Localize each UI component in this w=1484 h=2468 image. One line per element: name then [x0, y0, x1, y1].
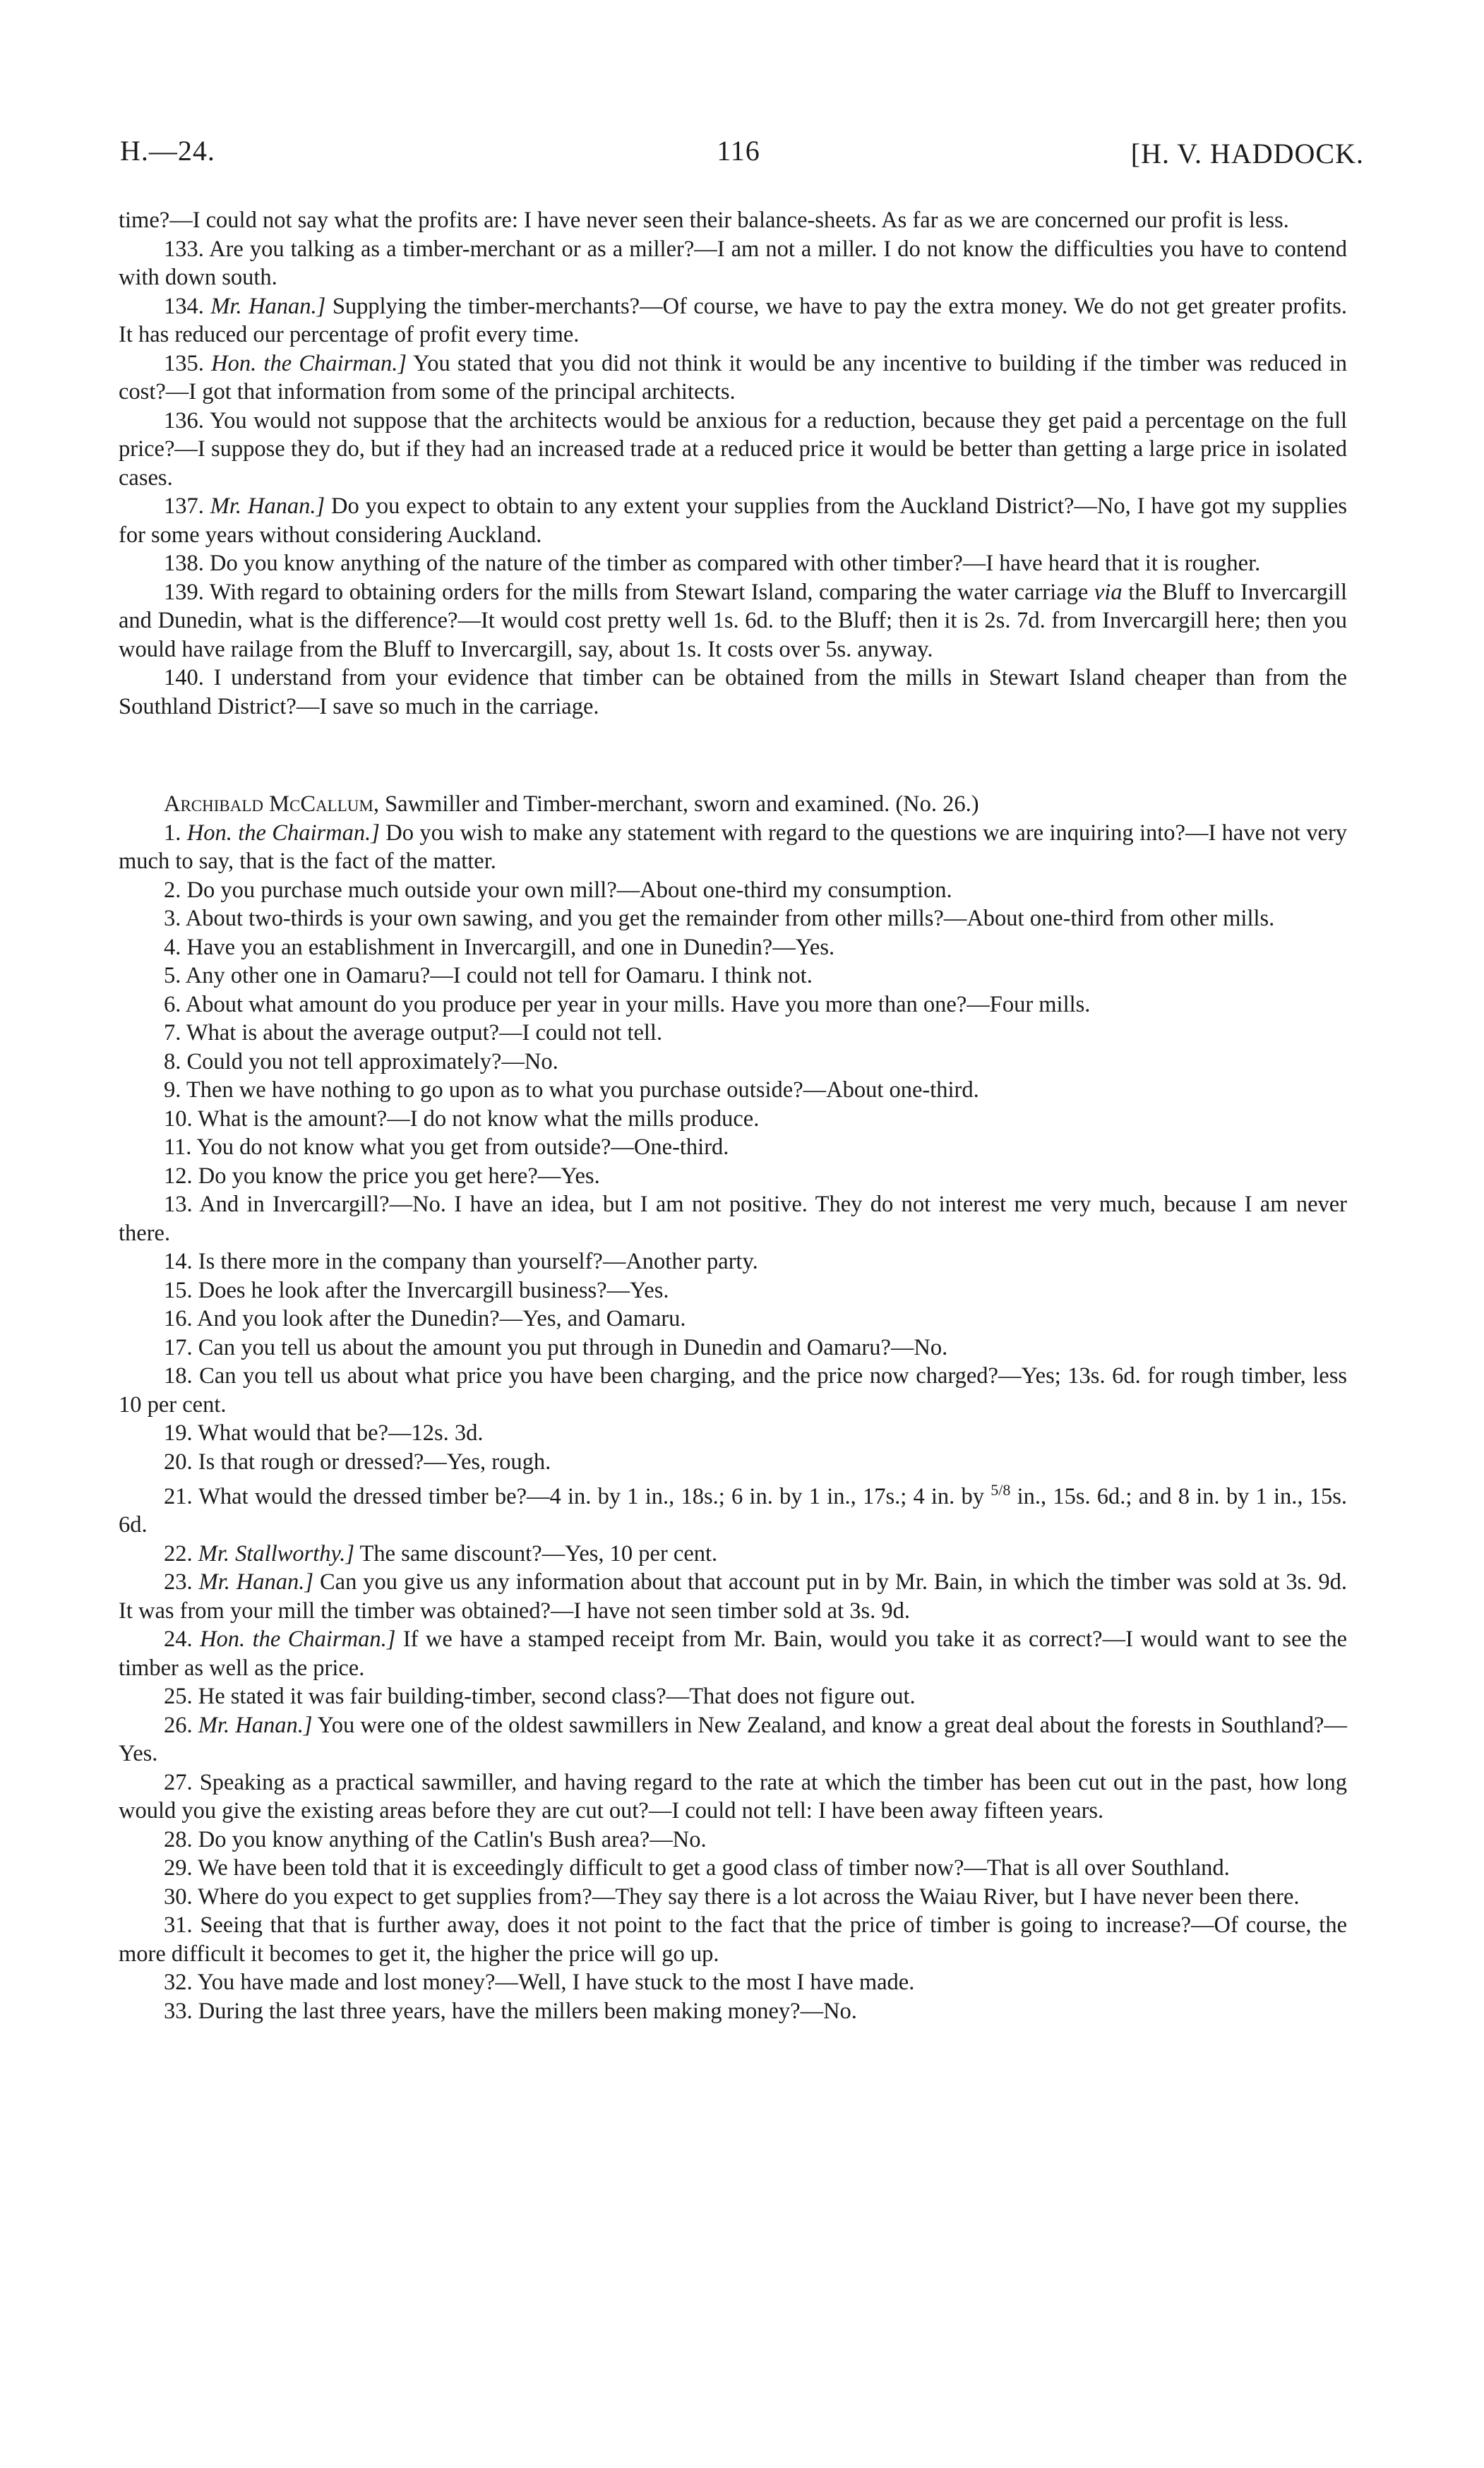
question-20: 20. Is that rough or dressed?—Yes, rough. [164, 1449, 551, 1475]
question-33: 33. During the last three years, have the millers been making money?—No. [164, 1998, 857, 2024]
question-133: 133. Are you talking as a timber-merchant or as a miller?—I am not a miller. I do not know the difficulties you have to contend with down south. [119, 236, 1347, 290]
speaker: Mr. Hanan.] [198, 1569, 314, 1595]
question-31: 31. Seeing that that is further away, does it not point to the fact that the price of timber is going to increase?—Of course, the more difficult it becomes to get it, the higher the price will go up. [119, 1912, 1348, 1967]
witness-evidence [119, 819, 1347, 2026]
speaker: Mr. Stallworthy.] [198, 1540, 354, 1567]
witness-heading [119, 790, 1347, 819]
question-21: 21. What would the dressed timber be?—4 in. by 1 in., 18s.; 6 in. by 1 in., 17s.; 4 in. by $^{5/8}$ in., 15s. 6d.; and 8 in. by 1 in., 15s. 6d. [119, 1481, 1348, 1538]
question-1: 1. Hon. the Chairman.] Do you wish to make any statement with regard to the questions we are inquiring into?—I have not very much to say, that is the fact of the matter. [119, 820, 1348, 874]
page-header [113, 134, 1364, 176]
paragraph: time?—I could not say what the profits are: I have never seen their balance-sheets. As far as we are concerned our profit is less. [119, 208, 1289, 233]
question-7: 7. What is about the average output?—I could not tell. [164, 1020, 663, 1046]
question-15: 15. Does he look after the Invercargill business?—Yes. [164, 1277, 669, 1303]
speaker: Mr. Hanan.] [210, 293, 326, 319]
question-16: 16. And you look after the Dunedin?—Yes, and Oamaru. [164, 1306, 686, 1331]
page-body [119, 206, 1347, 2025]
question-14: 14. Is there more in the company than yourself?—Another party. [164, 1249, 758, 1274]
witness-description: Sawmiller and Timber-merchant, sworn and examined. [385, 791, 890, 817]
question-17: 17. Can you tell us about the amount you put through in Dunedin and Oamaru?—No. [164, 1334, 948, 1360]
question-6: 6. About what amount do you produce per year in your mills. Have you more than one?—Four mills. [164, 991, 1091, 1017]
paper-reference: H.—24. [120, 135, 215, 167]
question-139: 139. With regard to obtaining orders for the mills from Stewart Island, comparing the water carriage via the Bluff to Invercargill and Dunedin, what is the difference?—It would cost pretty well 1s. 6d. to the Bluff; then it is 2s. 7d. from Invercargill here; then you would have railage from the Bluff to Invercargill, say, about 1s. It costs over 5s. anyway. [119, 579, 1348, 662]
question-11: 11. You do not know what you get from outside?—One-third. [164, 1134, 729, 1160]
question-2: 2. Do you purchase much outside your own mill?—About one-third my consumption. [164, 877, 952, 903]
question-134: 134. Mr. Hanan.] Supplying the timber-merchants?—Of course, we have to pay the extra money. We do not get greater profits. It has reduced our percentage of profit every time. [119, 293, 1347, 347]
question-18: 18. Can you tell us about what price you have been charging, and the price now charged?—Yes; 13s. 6d. for rough timber, less 10 per cent. [119, 1363, 1348, 1418]
section-gap [119, 721, 1347, 790]
question-12: 12. Do you know the price you get here?—Yes. [164, 1163, 600, 1189]
question-29: 29. We have been told that it is exceedingly difficult to get a good class of timber now?—That is all over Southland. [164, 1855, 1230, 1881]
question-24: 24. Hon. the Chairman.] If we have a stamped receipt from Mr. Bain, would you take it as correct?—I would want to see the timber as well as the price. [119, 1627, 1348, 1681]
question-138: 138. Do you know anything of the nature of the timber as compared with other timber?—I have heard that it is rougher. [164, 551, 1261, 576]
question-19: 19. What would that be?—12s. 3d. [164, 1420, 484, 1446]
question-135: 135. Hon. the Chairman.] You stated that you did not think it would be any incentive to building if the timber was reduced in cost?—I got that information from some of the principal architects. [119, 350, 1347, 405]
witness-name: Archibald McCallum, [164, 791, 379, 817]
question-26: 26. Mr. Hanan.] You were one of the oldest sawmillers in New Zealand, and know a great deal about the forests in Southland?—Yes. [119, 1712, 1347, 1767]
witness-number: (No. 26.) [895, 791, 979, 817]
question-28: 28. Do you know anything of the Catlin's Bush area?—No. [164, 1826, 707, 1852]
question-22: 22. Mr. Stallworthy.] The same discount?—Yes, 10 per cent. [164, 1540, 718, 1567]
question-3: 3. About two-thirds is your own sawing, and you get the remainder from other mills?—About one-third from other mills. [164, 906, 1275, 931]
speaker: Mr. Hanan.] [210, 493, 325, 519]
evidence-continued [119, 206, 1347, 721]
question-30: 30. Where do you expect to get supplies from?—They say there is a lot across the Waiau River, but I have never been there. [164, 1883, 1300, 1910]
question-23: 23. Mr. Hanan.] Can you give us any information about that account put in by Mr. Bain, in which the timber was sold at 3s. 9d. It was from your mill the timber was obtained?—I have not seen timber sold at 3s. 9d. [119, 1569, 1348, 1624]
speaker: Hon. the Chairman.] [200, 1627, 396, 1653]
question-5: 5. Any other one in Oamaru?—I could not tell for Oamaru. I think not. [164, 963, 813, 988]
question-4: 4. Have you an establishment in Invercargill, and one in Dunedin?—Yes. [164, 934, 835, 960]
question-25: 25. He stated it was fair building-timber, second class?—That does not figure out. [164, 1684, 916, 1710]
question-136: 136. You would not suppose that the architects would be anxious for a reduction, because they get paid a percentage on the full price?—I suppose they do, but if they had an increased trade at a reduced price it would be better than getting a large price in isolated cases. [119, 407, 1348, 491]
question-13: 13. And in Invercargill?—No. I have an idea, but I am not positive. They do not interest me very much, because I am never there. [119, 1192, 1347, 1246]
question-137: 137. Mr. Hanan.] Do you expect to obtain to any extent your supplies from the Auckland District?—No, I have got my supplies for some years without considering Auckland. [119, 493, 1347, 548]
speaker: Mr. Hanan.] [198, 1712, 313, 1738]
fraction: 5/8 [991, 1481, 1011, 1499]
question-140: 140. I understand from your evidence that timber can be obtained from the mills in Stewart Island cheaper than from the Southland District?—I save so much in the carriage. [119, 665, 1348, 719]
question-27: 27. Speaking as a practical sawmiller, and having regard to the rate at which the timber has been cut out in the past, how long would you give the existing areas before they are cut out?—I could not tell: I have been away fifteen years. [119, 1769, 1347, 1824]
speaker: Hon. the Chairman.] [211, 350, 407, 376]
question-32: 32. You have made and lost money?—Well, I have stuck to the most I have made. [164, 1970, 915, 1996]
question-10: 10. What is the amount?—I do not know what the mills produce. [164, 1106, 760, 1132]
question-8: 8. Could you not tell approximately?—No. [164, 1048, 558, 1074]
speaker: Hon. the Chairman.] [186, 820, 380, 846]
page-number: 116 [717, 135, 760, 167]
question-9: 9. Then we have nothing to go upon as to what you purchase outside?—About one-third. [164, 1077, 979, 1103]
witness-running-head: [H. V. HADDOCK. [1130, 138, 1364, 169]
